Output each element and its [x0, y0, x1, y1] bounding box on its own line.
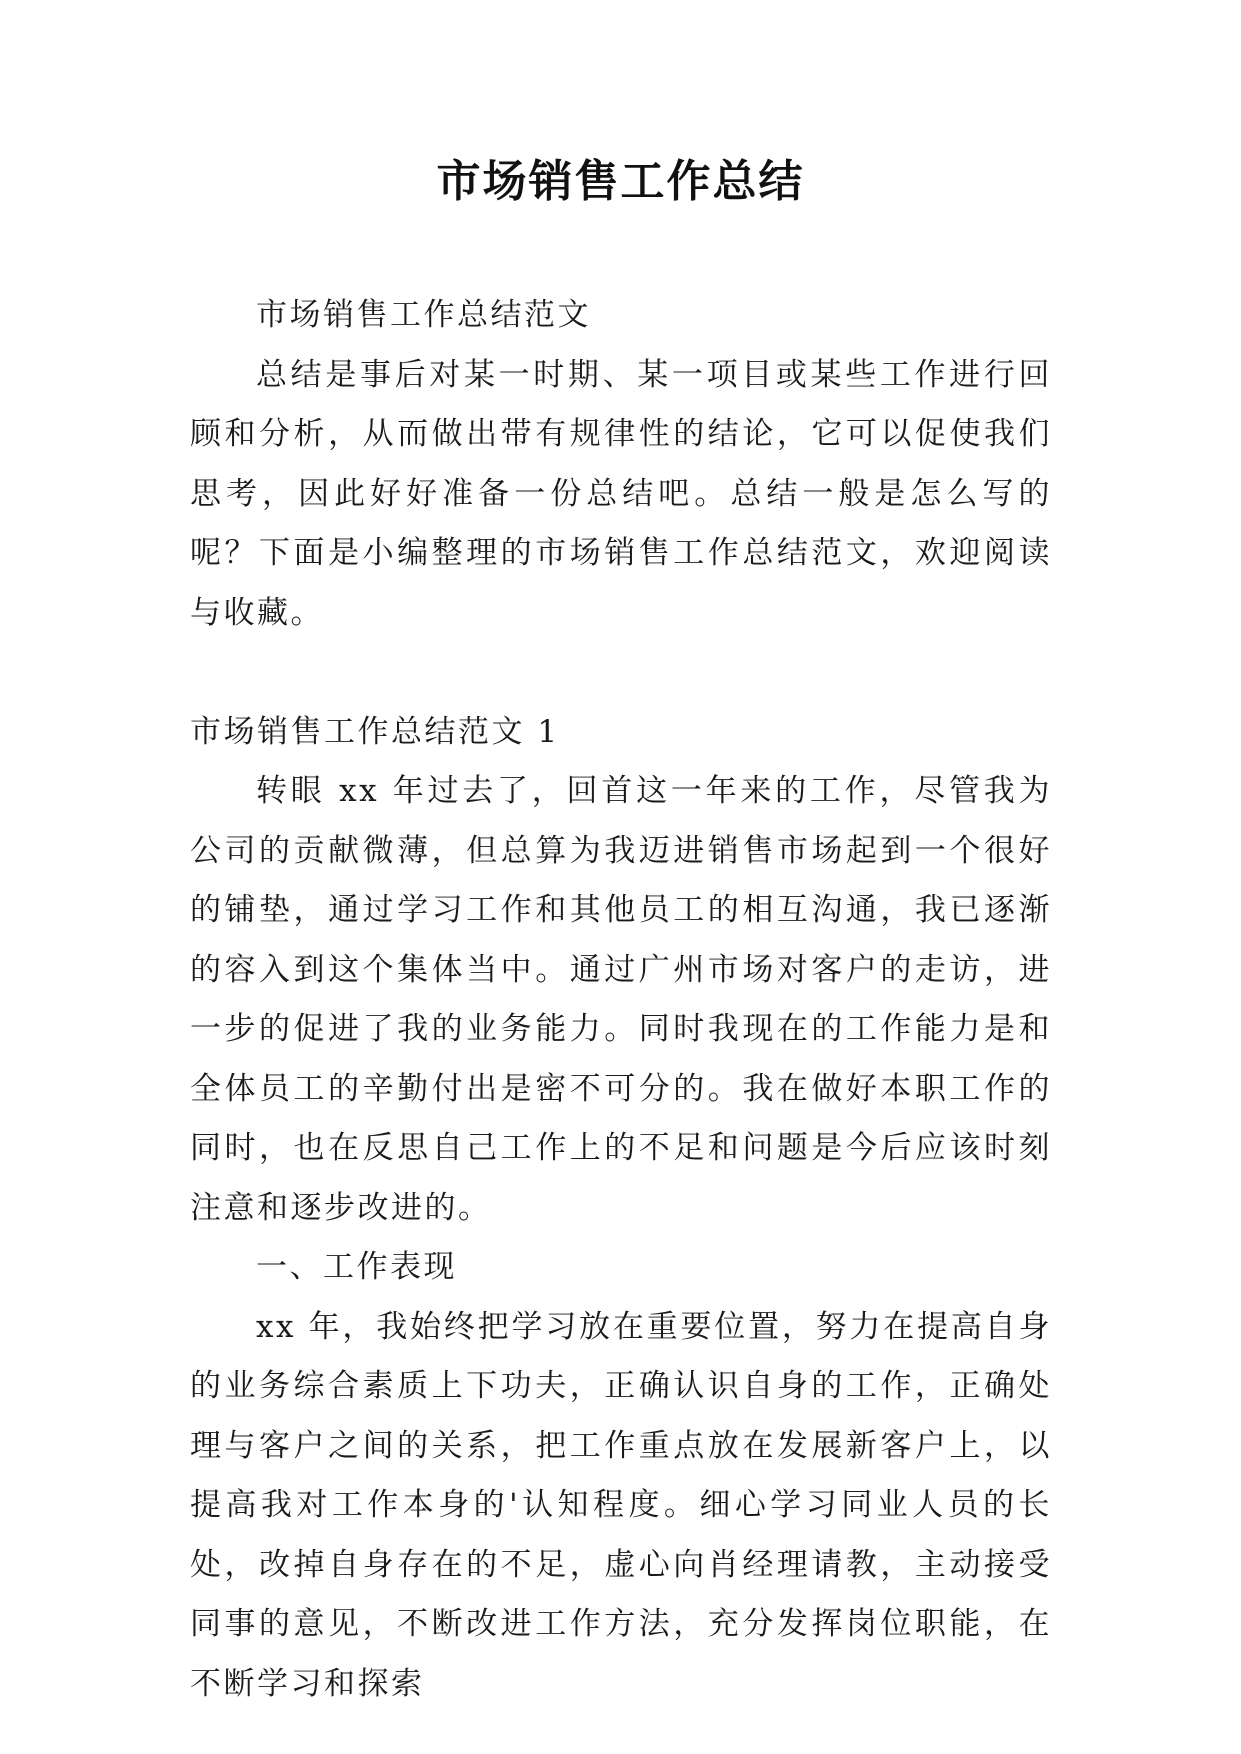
section-heading: 市场销售工作总结范文 1	[190, 713, 560, 750]
intro-paragraph: 总结是事后对某一时期、某一项目或某些工作进行回顾和分析，从而做出带有规律性的结论，它可以促使我们思考，因此好好准备一份总结吧。总结一般是怎么写的呢？下面是小编整理的市场销售工作总结范文，欢迎阅读与收藏。	[190, 356, 1052, 631]
paragraph-spacer	[190, 643, 1052, 703]
part-paragraph: xx 年，我始终把学习放在重要位置，努力在提高自身的业务综合素质上下功夫，正确认识自身的工作，正确处理与客户之间的关系，把工作重点放在发展新客户上，以提高我对工作本身的'认知程度。细心学习同业人员的长处，改掉自身存在的不足，虚心向肖经理请教，主动接受同事的意见，不断改进工作方法，充分发挥岗位职能，在不断学习和探索	[190, 1308, 1052, 1702]
document-body	[190, 286, 1052, 1714]
document-subtitle: 市场销售工作总结范文	[256, 297, 591, 333]
document-title: 市场销售工作总结	[436, 156, 805, 207]
section-paragraph: 转眼 xx 年过去了，回首这一年来的工作，尽管我为公司的贡献微薄，但总算为我迈进销售市场起到一个很好的铺垫，通过学习工作和其他员工的相互沟通，我已逐渐的容入到这个集体当中。通过广州市场对客户的走访，进一步的促进了我的业务能力。同时我现在的工作能力是和全体员工的辛勤付出是密不可分的。我在做好本职工作的同时，也在反思自己工作上的不足和问题是今后应该时刻注意和逐步改进的。	[190, 773, 1052, 1226]
part-heading: 一、工作表现	[256, 1249, 457, 1285]
